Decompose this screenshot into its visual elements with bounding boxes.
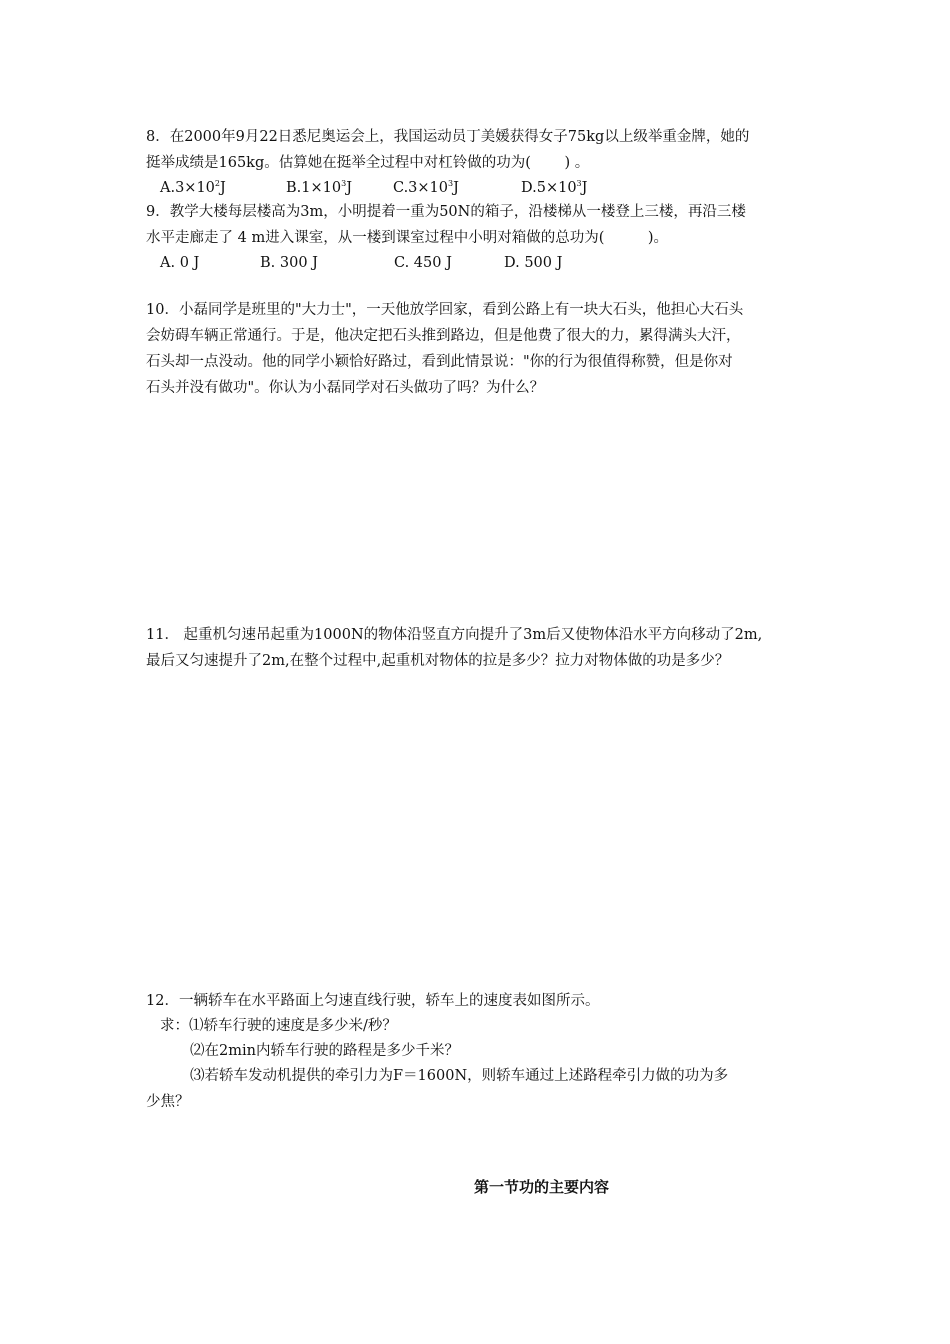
q12-line-4: ⑶若轿车发动机提供的牵引力为F＝1600N，则轿车通过上述路程牵引力做的功为多 [190,1068,729,1084]
q9-option-b: B. 300 J [260,255,318,271]
section-heading: 第一节功的主要内容 [474,1178,610,1196]
q12-line-5: 少焦？ [146,1094,190,1110]
q12-line-1: 12．一辆轿车在水平路面上匀速直线行驶，轿车上的速度表如图所示。 [146,993,600,1009]
q10-line-2: 会妨碍车辆正常通行。于是，他决定把石头推到路边，但是他费了很大的力，累得满头大汗， [146,328,741,344]
q8-option-a: $A.3\times 10^2J$ [160,179,226,196]
q8-option-d: $D.5\times 10^3J$ [521,179,588,196]
q10-line-3: 石头却一点没动。他的同学小颖恰好路过，看到此情景说："你的行为很值得称赞，但是你对 [146,354,733,370]
q11-line-2: 最后又匀速提升了2m,在整个过程中,起重机对物体的拉是多少？拉力对物体做的功是多少？ [146,653,730,669]
q12-line-3: ⑵在2min内轿车行驶的路程是多少千米？ [190,1043,459,1059]
q11-line-1: 11． 起重机匀速吊起重为1000N的物体沿竖直方向提升了3m后又使物体沿水平方向移动了2m, [146,627,763,643]
q9-line-1: 9．教学大楼每层楼高为3m，小明提着一重为50N的箱子，沿楼梯从一楼登上三楼，再沿三楼 [146,204,746,220]
q8-option-b: $B.1\times 10^3J$ [286,179,353,196]
q8-option-c: $C.3\times 10^3J$ [393,179,459,196]
q12-line-2: 求：⑴轿车行驶的速度是多少米/秒？ [160,1018,397,1034]
q8-line-2: 挺举成绩是165kg。估算她在挺举全过程中对杠铃做的功为( ) 。 [146,155,590,171]
q9-option-d: D. 500 J [504,255,563,271]
q8-line-1: 8．在2000年9月22日悉尼奥运会上，我国运动员丁美媛获得女子75kg以上级举重金牌，她的 [146,129,750,145]
q9-option-c: C. 450 J [394,255,452,271]
q10-line-4: 石头并没有做功"。你认为小磊同学对石头做功了吗？为什么？ [146,380,545,396]
q9-option-a: A. 0 J [160,255,200,271]
q10-line-1: 10．小磊同学是班里的"大力士"，一天他放学回家，看到公路上有一块大石头，他担心大石头 [146,302,744,318]
q9-line-2: 水平走廊走了 4 m进入课室，从一楼到课室过程中小明对箱做的总功为( )。 [146,230,669,246]
